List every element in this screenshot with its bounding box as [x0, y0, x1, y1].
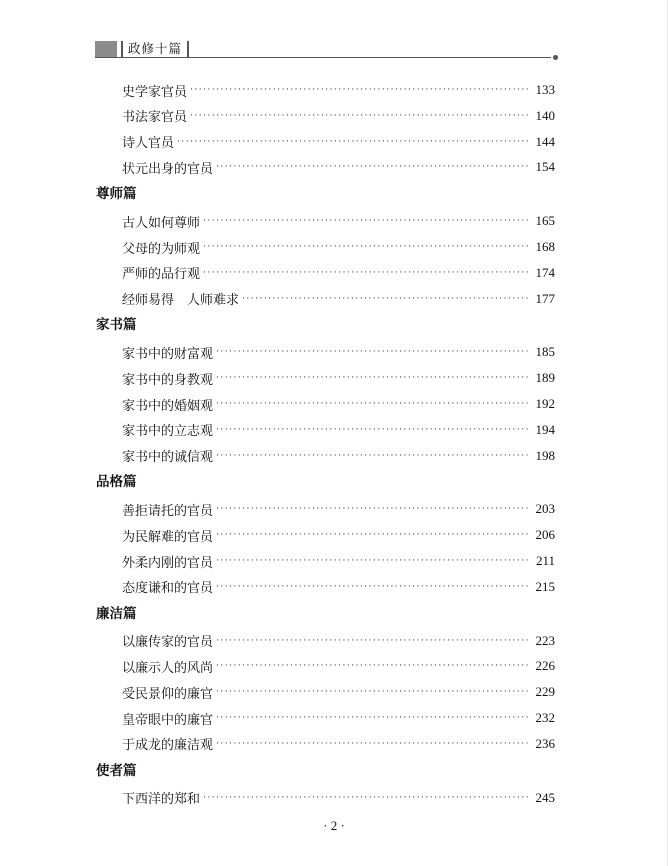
- toc-entry-title: 以廉示人的风尚: [122, 660, 214, 676]
- toc-entry-title: 家书中的立志观: [122, 424, 214, 440]
- toc-entry-title: 外柔内刚的官员: [122, 555, 214, 571]
- toc-entry[interactable]: [122, 499, 555, 519]
- toc-entry-title: 家书中的身教观: [122, 372, 214, 388]
- toc-entry-page: 185: [535, 344, 555, 360]
- toc-entry-page: 177: [535, 290, 555, 306]
- toc-entry-title: 状元出身的官员: [122, 161, 214, 177]
- toc-entry[interactable]: [122, 420, 555, 440]
- toc-entry[interactable]: [122, 708, 555, 728]
- toc-entry-page: 223: [535, 632, 555, 648]
- toc-entry-title: 以廉传家的官员: [122, 635, 214, 651]
- toc-entry[interactable]: [122, 80, 555, 100]
- section-heading: 尊师篇: [96, 186, 137, 203]
- toc-entry[interactable]: [122, 211, 555, 231]
- dot-leader: [216, 504, 530, 514]
- toc-entry-page: 192: [535, 396, 555, 411]
- dot-leader: [190, 85, 530, 95]
- toc-entry-title: 为民解难的官员: [122, 529, 214, 545]
- dot-leader: [216, 373, 530, 383]
- dot-leader: [177, 137, 530, 147]
- section-heading: 品格篇: [96, 474, 137, 491]
- section-heading: 家书篇: [96, 317, 137, 334]
- section-heading: 廉洁篇: [96, 605, 137, 622]
- toc-entry-title: 家书中的婚姻观: [122, 398, 214, 414]
- toc-entry-title: 于成龙的廉洁观: [122, 738, 214, 754]
- dot-leader: [216, 582, 530, 592]
- dot-leader: [203, 793, 530, 803]
- toc-entry-page: 165: [535, 213, 555, 229]
- toc-entry[interactable]: [122, 394, 555, 414]
- dot-leader: [216, 425, 530, 435]
- toc-entry[interactable]: [122, 734, 555, 754]
- running-header: [95, 40, 189, 58]
- toc-entry[interactable]: [122, 788, 555, 808]
- toc-entry-page: 211: [535, 553, 555, 568]
- dot-leader: [216, 162, 530, 172]
- toc-entry[interactable]: [122, 577, 555, 597]
- header-divider-left: [121, 41, 123, 57]
- toc-entry[interactable]: [122, 106, 555, 126]
- toc-entry-page: 206: [535, 527, 555, 543]
- header-rule: [95, 57, 551, 58]
- page-number: · 2 ·: [323, 818, 345, 833]
- book-title: 政修十篇: [128, 41, 183, 56]
- toc-entry[interactable]: [122, 446, 555, 466]
- toc-entry-page: 133: [535, 82, 555, 97]
- toc-entry-page: 198: [535, 447, 555, 463]
- toc-entry[interactable]: [122, 132, 555, 152]
- toc-entry[interactable]: [122, 342, 555, 362]
- toc-entry[interactable]: [122, 263, 555, 283]
- toc-entry-title: 家书中的诚信观: [122, 450, 214, 466]
- toc-entry-title: 下西洋的郑和: [122, 792, 201, 808]
- dot-leader: [203, 216, 530, 226]
- toc-entry[interactable]: [122, 157, 555, 177]
- dot-leader: [216, 713, 530, 723]
- dot-leader: [216, 451, 530, 461]
- header-rule-dot: [553, 55, 558, 60]
- toc-entry[interactable]: [122, 289, 555, 309]
- toc-entry-page: 144: [535, 133, 555, 149]
- toc-entry-title: 态度谦和的官员: [122, 581, 214, 597]
- header-divider-right: [187, 41, 189, 57]
- toc-entry-page: 245: [535, 789, 555, 805]
- toc-entry-page: 154: [535, 159, 555, 175]
- dot-leader: [242, 294, 530, 304]
- toc-entry-page: 189: [535, 370, 555, 386]
- dot-leader: [216, 399, 530, 409]
- toc-entry[interactable]: [122, 368, 555, 388]
- dot-leader: [216, 530, 530, 540]
- toc-entry-title: 古人如何尊师: [122, 215, 201, 231]
- toc-entry-title: 受民景仰的廉官: [122, 686, 214, 702]
- toc-entry[interactable]: [122, 682, 555, 702]
- toc-entry-page: 232: [535, 710, 555, 725]
- toc-entry-title: 书法家官员: [122, 110, 188, 126]
- dot-leader: [216, 661, 530, 671]
- toc-entry-page: 215: [535, 578, 555, 594]
- toc-entry[interactable]: [122, 631, 555, 651]
- toc-entry[interactable]: [122, 551, 555, 571]
- dot-leader: [216, 636, 530, 646]
- toc-entry-page: 229: [535, 684, 555, 700]
- dot-leader: [190, 111, 530, 121]
- toc-entry-page: 203: [535, 501, 555, 517]
- section-heading: 使者篇: [96, 762, 137, 779]
- toc-entry-page: 194: [535, 421, 555, 437]
- toc-entry-title: 家书中的财富观: [122, 346, 214, 362]
- toc-entry-page: 174: [535, 264, 555, 280]
- toc-entry-page: 168: [535, 239, 555, 254]
- toc-entry-title: 善拒请托的官员: [122, 503, 214, 519]
- toc-entry-page: 140: [535, 107, 555, 123]
- toc-entry[interactable]: [122, 525, 555, 545]
- dot-leader: [203, 242, 530, 252]
- toc-entry-title: 史学家官员: [122, 84, 188, 100]
- header-block-decoration: [95, 41, 117, 57]
- toc-entry-page: 236: [535, 735, 555, 751]
- dot-leader: [216, 556, 530, 566]
- dot-leader: [216, 347, 530, 357]
- toc-entry-title: 诗人官员: [122, 136, 175, 152]
- dot-leader: [203, 268, 530, 278]
- toc-entry[interactable]: [122, 656, 555, 676]
- toc-entry-title: 皇帝眼中的廉官: [122, 712, 214, 728]
- dot-leader: [216, 739, 530, 749]
- toc-entry-title: 严师的品行观: [122, 267, 201, 283]
- dot-leader: [216, 687, 530, 697]
- toc-entry-page: 226: [535, 658, 555, 674]
- toc-entry-title: 父母的为师观: [122, 241, 201, 257]
- toc-entry[interactable]: [122, 237, 555, 257]
- toc-entry-title: 经师易得 人师难求: [122, 293, 240, 309]
